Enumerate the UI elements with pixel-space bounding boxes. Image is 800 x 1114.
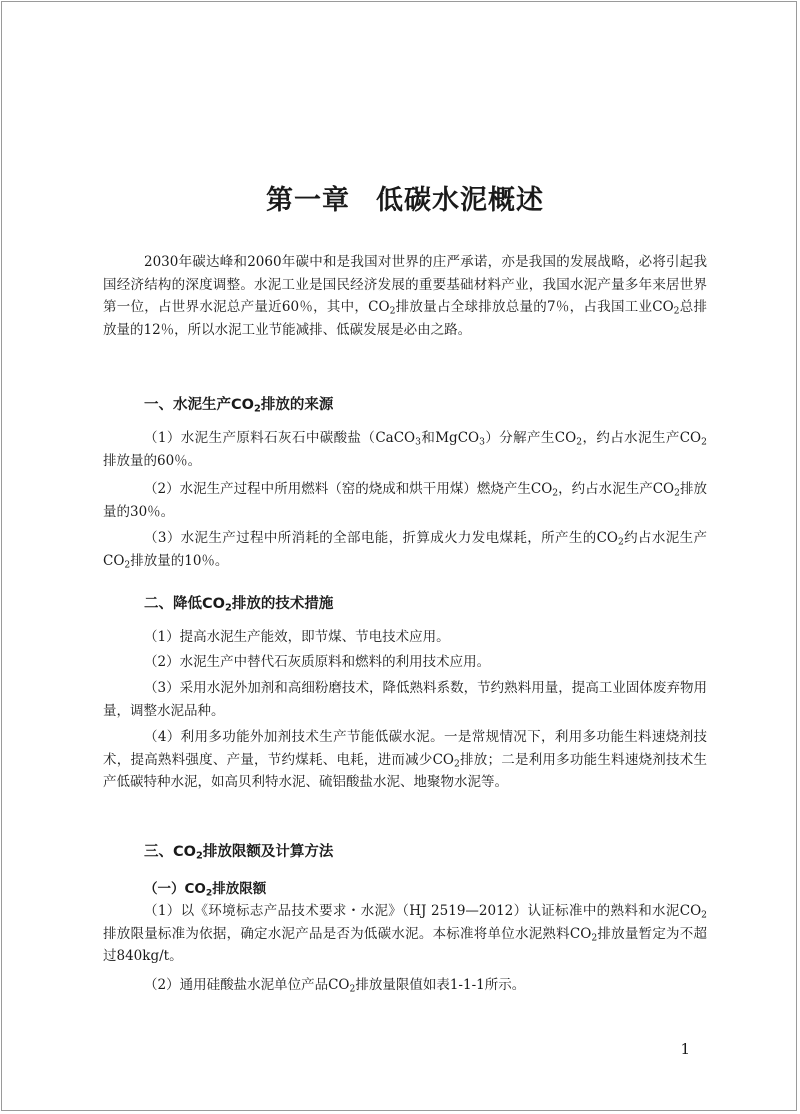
section-heading-3: 三、$CO_2$排放限额及计算方法 <box>144 844 334 862</box>
chapter-title <box>103 178 707 217</box>
section2-item-2: （2）水泥生产中替代石灰质原料和燃料的利用技术应用。 <box>144 654 491 670</box>
page-number: 1 <box>680 1040 690 1058</box>
section-heading-2: 二、降低$CO_2$排放的技术措施 <box>144 596 334 614</box>
section2-item-4: （4）利用多功能外加剂技术生产节能低碳水泥。一是常规情况下，利用多功能生料速烧剂技术，提高熟料强度、产量，节约煤耗、电耗，进而减少$CO_2$排放；二是利用多功能生料速烧剂技术生产低碳特种水泥，如高贝利特水泥、硫铝酸盐水泥、地聚物水泥等。 <box>103 729 708 790</box>
subsection-heading-1: （一）$CO_2$排放限额 <box>144 881 267 899</box>
section-heading-1: 一、水泥生产$CO_2$排放的来源 <box>144 397 334 415</box>
intro-paragraph: 2030年碳达峰和2060年碳中和是我国对世界的庄严承诺，亦是我国的发展战略，必将引起我国经济结构的深度调整。水泥工业是国民经济发展的重要基础材料产业，我国水泥产量多年来居世界第一位，占世界水泥总产量近60％，其中，$CO_2$排放量占全球排放总量的7％，占我国工业$CO_2$总排放量的12％，所以水泥工业节能减排、低碳发展是必由之路。 <box>103 254 708 338</box>
chapter-number: 第一章 <box>266 185 350 216</box>
section3-item-2: （2）通用硅酸盐水泥单位产品$CO_2$排放量限值如表1-1-1所示。 <box>144 977 526 995</box>
section2-item-3: （3）采用水泥外加剂和高细粉磨技术，降低熟料系数，节约熟料用量，提高工业固体废弃物用量，调整水泥品种。 <box>103 680 707 719</box>
section1-item-1: （1）水泥生产原料石灰石中碳酸盐（CaCO$_3$和MgCO$_3$）分解产生$CO_2$，约占水泥生产$CO_2$排放量的60％。 <box>103 430 707 469</box>
section3-item-1: （1）以《环境标志产品技术要求・水泥》（HJ 2519—2012）认证标准中的熟料和水泥$CO_2$排放限量标准为依据，确定水泥产品是否为低碳水泥。本标准将单位水泥熟料$CO_2$排放量暂定为不超过840kg/t。 <box>103 903 708 964</box>
section2-item-1: （1）提高水泥生产能效，即节煤、节电技术应用。 <box>144 629 450 645</box>
chapter-name: 低碳水泥概述 <box>376 185 544 216</box>
section1-item-3: （3）水泥生产过程中所消耗的全部电能，折算成火力发电煤耗，所产生的$CO_2$约占水泥生产$CO_2$排放量的10％。 <box>103 530 707 570</box>
section1-item-2: （2）水泥生产过程中所用燃料（窑的烧成和烘干用煤）燃烧产生$CO_2$，约占水泥生产$CO_2$排放量的30％。 <box>103 481 708 520</box>
